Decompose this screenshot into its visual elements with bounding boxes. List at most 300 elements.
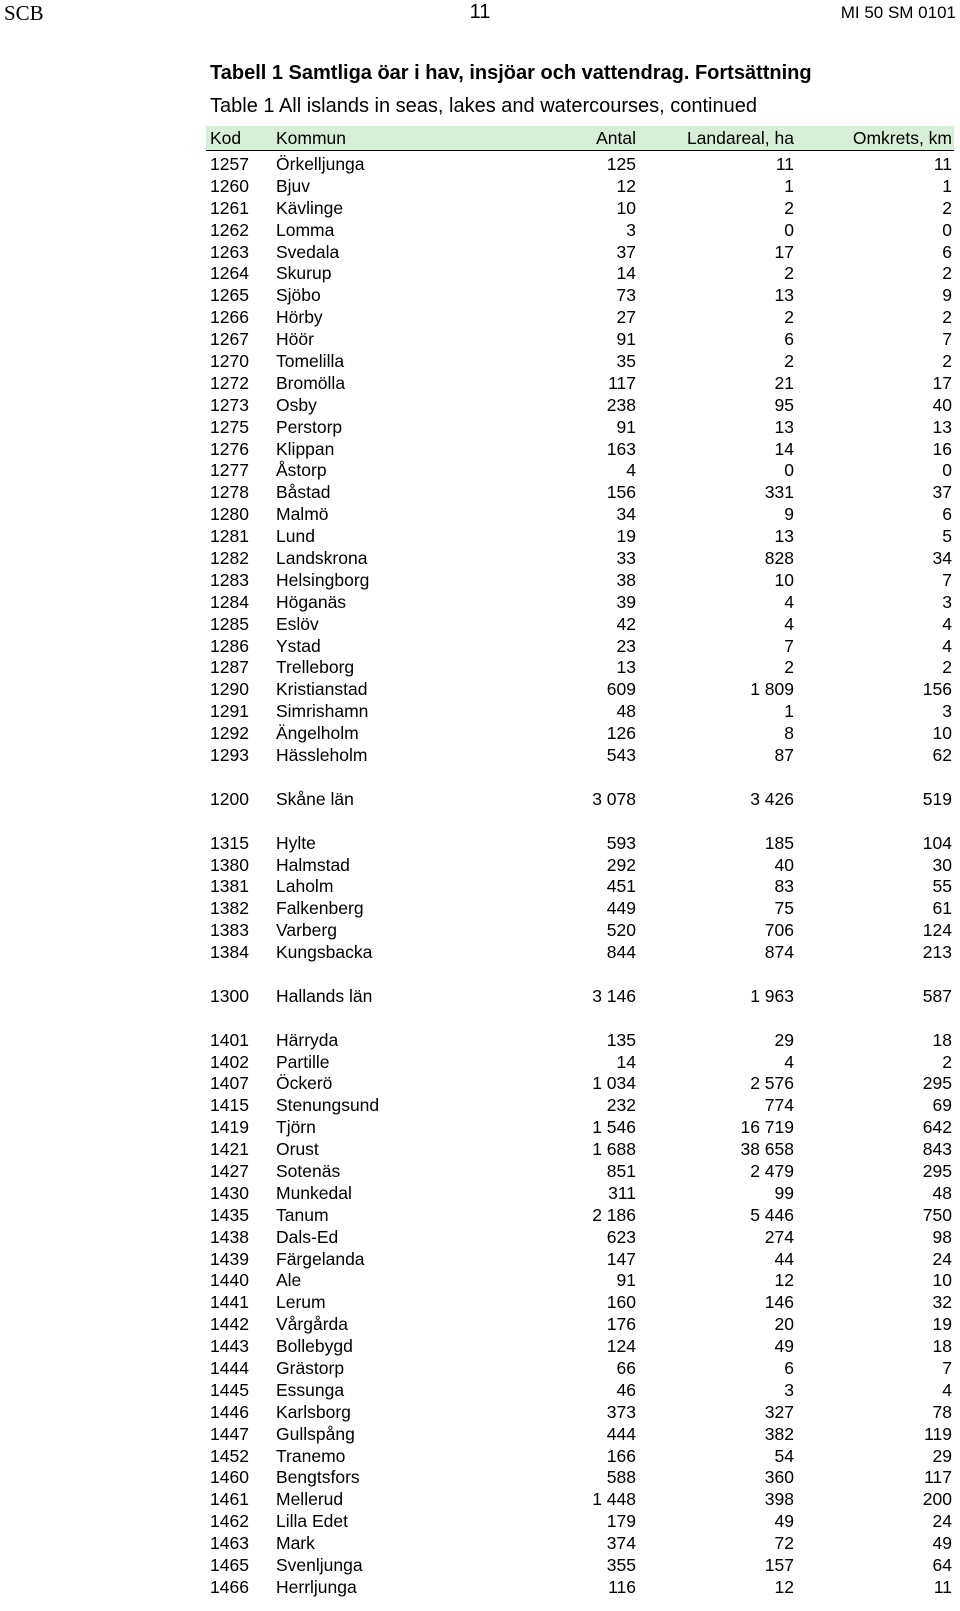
cell-omkrets: 78: [932, 1401, 952, 1422]
cell-kod: 1466: [210, 1576, 249, 1597]
cell-kommun: Orust: [276, 1139, 319, 1160]
column-header-kommun: Kommun: [276, 128, 347, 148]
cell-antal: 1 448: [592, 1489, 636, 1510]
cell-kommun: Bjuv: [276, 175, 311, 196]
publisher-label: SCB: [4, 1, 44, 25]
cell-kommun: Laholm: [276, 876, 334, 897]
table-row: [206, 1424, 954, 1446]
cell-omkrets: 30: [932, 854, 952, 875]
cell-antal: 3 146: [592, 985, 636, 1006]
cell-landareal: 16 719: [740, 1117, 794, 1138]
cell-kod: 1380: [210, 854, 249, 875]
cell-landareal: 4: [784, 591, 794, 612]
cell-omkrets: 4: [942, 635, 952, 656]
cell-landareal: 274: [764, 1226, 794, 1247]
cell-kod: 1463: [210, 1533, 249, 1554]
table-row: [206, 1533, 954, 1555]
cell-landareal: 6: [784, 1357, 794, 1378]
cell-kod: 1444: [210, 1357, 249, 1378]
cell-antal: 66: [616, 1357, 636, 1378]
table-row: [206, 723, 954, 745]
cell-kommun: Skurup: [276, 263, 332, 284]
cell-kod: 1262: [210, 219, 249, 240]
cell-kommun: Stenungsund: [276, 1095, 380, 1116]
cell-antal: 38: [616, 569, 636, 590]
cell-kommun: Hallands län: [276, 985, 373, 1006]
cell-kommun: Klippan: [276, 438, 335, 459]
cell-landareal: 83: [774, 876, 794, 897]
cell-kod: 1278: [210, 482, 249, 503]
table-title-swedish: Tabell 1 Samtliga öar i hav, insjöar och vattendrag. Fortsättning: [210, 62, 812, 84]
table-row: [206, 395, 954, 417]
table-row: [206, 592, 954, 614]
cell-omkrets: 119: [924, 1423, 952, 1444]
table-row: [206, 285, 954, 307]
cell-omkrets: 7: [942, 1357, 952, 1378]
cell-omkrets: 2: [942, 197, 952, 218]
column-header-kod: Kod: [210, 128, 242, 148]
cell-omkrets: 295: [922, 1073, 952, 1094]
cell-landareal: 14: [774, 438, 794, 459]
cell-omkrets: 61: [932, 898, 952, 919]
cell-kod: 1265: [210, 285, 249, 306]
cell-kommun: Mellerud: [276, 1489, 344, 1510]
cell-omkrets: 19: [932, 1314, 952, 1335]
cell-kod: 1260: [210, 175, 249, 196]
cell-antal: 1 034: [592, 1073, 636, 1094]
cell-kod: 1438: [210, 1226, 249, 1247]
cell-antal: 91: [616, 1270, 636, 1291]
cell-landareal: 157: [764, 1555, 794, 1575]
cell-kommun: Höör: [276, 329, 314, 350]
cell-antal: 1 546: [592, 1117, 636, 1138]
cell-antal: 10: [616, 197, 636, 218]
cell-kod: 1460: [210, 1467, 249, 1488]
table-row: [206, 701, 954, 723]
table-row: [206, 526, 954, 548]
cell-kommun: Härryda: [276, 1029, 339, 1050]
table-row: [206, 548, 954, 570]
cell-antal: 449: [606, 898, 636, 919]
cell-landareal: 4: [784, 613, 794, 634]
cell-landareal: 7: [784, 635, 794, 656]
cell-landareal: 20: [774, 1314, 794, 1335]
table-row: [206, 898, 954, 920]
table-row: [206, 460, 954, 482]
cell-omkrets: 49: [932, 1533, 952, 1554]
column-header-omkrets: Omkrets, km: [852, 128, 952, 148]
cell-kommun: Simrishamn: [276, 701, 369, 722]
cell-kod: 1291: [210, 701, 249, 722]
table-row: [206, 679, 954, 701]
cell-landareal: 1: [784, 701, 794, 722]
cell-antal: 2 186: [592, 1204, 636, 1225]
cell-landareal: 11: [775, 154, 794, 174]
cell-landareal: 99: [774, 1182, 794, 1203]
cell-antal: 48: [616, 701, 636, 722]
table-row: [206, 504, 954, 526]
cell-kod: 1285: [210, 613, 249, 634]
cell-antal: 46: [616, 1379, 636, 1400]
cell-kod: 1462: [210, 1511, 249, 1532]
cell-kommun: Halmstad: [276, 854, 350, 875]
cell-omkrets: 843: [922, 1139, 952, 1160]
cell-kommun: Sjöbo: [276, 285, 321, 306]
table-row: [206, 833, 954, 855]
cell-landareal: 3: [784, 1379, 794, 1400]
table-row: [206, 920, 954, 942]
cell-omkrets: 98: [932, 1226, 952, 1247]
cell-antal: 14: [616, 1051, 636, 1072]
cell-antal: 851: [606, 1160, 636, 1181]
cell-kod: 1281: [210, 526, 249, 547]
cell-kod: 1435: [210, 1204, 249, 1225]
cell-omkrets: 6: [942, 241, 952, 262]
column-header-landareal: Landareal, ha: [686, 128, 794, 148]
cell-antal: 160: [606, 1292, 636, 1313]
cell-kod: 1293: [210, 745, 249, 766]
table-row: [206, 329, 954, 351]
cell-antal: 35: [616, 351, 636, 372]
cell-antal: 1 688: [592, 1139, 636, 1160]
cell-kommun: Eslöv: [276, 613, 319, 634]
cell-landareal: 2: [784, 263, 794, 284]
table-row: [206, 439, 954, 461]
cell-kod: 1407: [210, 1073, 249, 1094]
cell-landareal: 72: [774, 1533, 794, 1554]
cell-kommun: Lomma: [276, 219, 335, 240]
table-row: [206, 351, 954, 373]
cell-kod: 1276: [210, 438, 249, 459]
cell-omkrets: 2: [942, 657, 952, 678]
table-row: [206, 482, 954, 504]
cell-landareal: 5 446: [750, 1204, 794, 1225]
cell-kod: 1286: [210, 635, 249, 656]
cell-landareal: 21: [774, 372, 794, 393]
cell-omkrets: 3: [942, 591, 952, 612]
cell-antal: 91: [616, 329, 636, 350]
cell-antal: 520: [606, 920, 636, 941]
table-row: [206, 745, 954, 767]
table-row: [206, 220, 954, 242]
cell-kod: 1280: [210, 504, 249, 525]
cell-kommun: Hörby: [276, 307, 323, 328]
cell-antal: 232: [606, 1095, 636, 1116]
cell-antal: 91: [616, 416, 636, 437]
cell-kod: 1415: [210, 1095, 249, 1116]
cell-kommun: Färgelanda: [276, 1248, 365, 1269]
cell-kommun: Partille: [276, 1051, 330, 1072]
cell-omkrets: 0: [942, 460, 952, 481]
cell-omkrets: 1: [942, 175, 952, 196]
cell-antal: 37: [616, 241, 636, 262]
cell-landareal: 13: [774, 285, 794, 306]
table-title-english: Table 1 All islands in seas, lakes and watercourses, continued: [210, 95, 757, 117]
cell-kod: 1282: [210, 548, 249, 569]
cell-antal: 13: [616, 657, 636, 678]
cell-kommun: Tomelilla: [276, 351, 345, 372]
cell-kommun: Kristianstad: [276, 679, 368, 700]
cell-antal: 12: [616, 175, 636, 196]
table-row: [206, 1402, 954, 1424]
table-row: [206, 1227, 954, 1249]
column-header-antal: Antal: [596, 128, 636, 148]
cell-kommun: Helsingborg: [276, 569, 370, 590]
cell-landareal: 874: [764, 942, 794, 963]
cell-kod: 1277: [210, 460, 249, 481]
cell-landareal: 12: [774, 1576, 794, 1597]
cell-landareal: 1: [784, 175, 794, 196]
cell-kod: 1300: [210, 985, 249, 1006]
cell-omkrets: 587: [922, 985, 952, 1006]
cell-omkrets: 55: [932, 876, 952, 897]
cell-omkrets: 3: [942, 701, 952, 722]
cell-kod: 1284: [210, 591, 249, 612]
cell-kod: 1419: [210, 1117, 249, 1138]
cell-omkrets: 750: [922, 1204, 952, 1225]
cell-landareal: 49: [774, 1336, 794, 1357]
cell-landareal: 2: [784, 657, 794, 678]
table-row: [206, 1446, 954, 1468]
table-body: [206, 154, 954, 1599]
cell-omkrets: 37: [932, 482, 952, 503]
cell-omkrets: 104: [922, 832, 952, 853]
cell-antal: 126: [606, 723, 636, 744]
cell-omkrets: 7: [942, 329, 952, 350]
cell-kommun: Tjörn: [276, 1117, 316, 1138]
table-row: [206, 1292, 954, 1314]
cell-kod: 1272: [210, 372, 249, 393]
cell-antal: 3: [626, 219, 636, 240]
cell-omkrets: 10: [932, 723, 952, 744]
cell-landareal: 12: [774, 1270, 794, 1291]
cell-kod: 1442: [210, 1314, 249, 1335]
table-row: [206, 876, 954, 898]
cell-kod: 1443: [210, 1336, 249, 1357]
cell-antal: 4: [626, 460, 636, 481]
cell-landareal: 331: [764, 482, 794, 503]
cell-antal: 163: [606, 438, 636, 459]
cell-antal: 179: [606, 1511, 636, 1532]
cell-omkrets: 24: [932, 1248, 952, 1269]
cell-antal: 117: [608, 372, 636, 393]
table-header-row: [206, 126, 954, 151]
cell-omkrets: 40: [932, 394, 952, 415]
cell-omkrets: 519: [922, 788, 952, 809]
cell-kommun: Hässleholm: [276, 745, 368, 766]
cell-landareal: 185: [764, 832, 794, 853]
cell-omkrets: 213: [922, 942, 952, 963]
cell-kod: 1382: [210, 898, 249, 919]
cell-landareal: 17: [774, 241, 794, 262]
cell-kommun: Lilla Edet: [276, 1511, 348, 1532]
cell-omkrets: 11: [933, 154, 952, 174]
cell-kod: 1441: [210, 1292, 249, 1313]
table-row: [206, 1511, 954, 1533]
table-row: [206, 1270, 954, 1292]
table-row: [206, 855, 954, 877]
cell-kommun: Essunga: [276, 1379, 345, 1400]
cell-kod: 1273: [210, 394, 249, 415]
cell-antal: 14: [616, 263, 636, 284]
cell-antal: 238: [606, 394, 636, 415]
table-row: [206, 417, 954, 439]
cell-kommun: Varberg: [276, 920, 337, 941]
cell-kommun: Malmö: [276, 504, 329, 525]
cell-antal: 27: [616, 307, 636, 328]
cell-omkrets: 7: [942, 569, 952, 590]
cell-kod: 1292: [210, 723, 249, 744]
cell-landareal: 774: [764, 1095, 794, 1116]
cell-antal: 125: [606, 154, 636, 174]
cell-kommun: Kävlinge: [276, 197, 344, 218]
cell-kod: 1266: [210, 307, 249, 328]
cell-kommun: Svedala: [276, 241, 340, 262]
cell-antal: 844: [606, 942, 636, 963]
cell-omkrets: 29: [932, 1445, 952, 1466]
cell-omkrets: 4: [942, 613, 952, 634]
cell-antal: 311: [608, 1182, 636, 1203]
cell-landareal: 828: [764, 548, 794, 569]
cell-antal: 34: [616, 504, 636, 525]
cell-omkrets: 69: [932, 1095, 952, 1116]
table-row: [206, 1161, 954, 1183]
cell-kommun: Dals-Ed: [276, 1226, 339, 1247]
cell-omkrets: 4: [942, 1379, 952, 1400]
cell-antal: 623: [606, 1226, 636, 1247]
cell-kod: 1264: [210, 263, 249, 284]
cell-kod: 1461: [210, 1489, 249, 1510]
cell-kommun: Osby: [276, 394, 317, 415]
cell-antal: 374: [606, 1533, 636, 1554]
cell-landareal: 2: [784, 351, 794, 372]
cell-antal: 33: [616, 548, 636, 569]
cell-kommun: Ängelholm: [276, 723, 359, 744]
table-row: [206, 1117, 954, 1139]
cell-kod: 1263: [210, 241, 249, 262]
cell-omkrets: 17: [932, 372, 952, 393]
cell-kommun: Tranemo: [276, 1445, 346, 1466]
cell-landareal: 327: [764, 1401, 794, 1422]
cell-antal: 543: [606, 745, 636, 766]
table-row: [206, 1095, 954, 1117]
table-row: [206, 1073, 954, 1095]
cell-landareal: 2 576: [750, 1073, 794, 1094]
cell-kommun: Båstad: [276, 482, 331, 503]
table-row: [206, 1205, 954, 1227]
cell-landareal: 1 963: [750, 985, 794, 1006]
table-row: [206, 1358, 954, 1380]
cell-antal: 156: [606, 482, 636, 503]
cell-omkrets: 18: [932, 1029, 952, 1050]
cell-kod: 1383: [210, 920, 249, 941]
cell-landareal: 44: [774, 1248, 794, 1269]
cell-kommun: Skåne län: [276, 788, 354, 809]
cell-omkrets: 18: [932, 1336, 952, 1357]
cell-omkrets: 34: [932, 548, 952, 569]
cell-kommun: Gullspång: [276, 1423, 355, 1444]
cell-landareal: 40: [774, 854, 794, 875]
cell-kod: 1465: [210, 1555, 249, 1575]
cell-kommun: Örkelljunga: [276, 154, 365, 174]
cell-antal: 3 078: [592, 788, 636, 809]
cell-kommun: Ale: [276, 1270, 302, 1291]
table-row: [206, 1380, 954, 1402]
cell-kommun: Lund: [276, 526, 315, 547]
cell-omkrets: 200: [922, 1489, 952, 1510]
cell-landareal: 1 809: [750, 679, 794, 700]
cell-antal: 373: [606, 1401, 636, 1422]
cell-kod: 1257: [210, 154, 249, 174]
cell-landareal: 146: [764, 1292, 794, 1313]
table-row: [206, 1183, 954, 1205]
cell-kod: 1283: [210, 569, 249, 590]
cell-kommun: Herrljunga: [276, 1576, 357, 1597]
table-row: [206, 657, 954, 679]
cell-kod: 1421: [210, 1139, 249, 1160]
cell-omkrets: 2: [942, 307, 952, 328]
cell-kommun: Bollebygd: [276, 1336, 353, 1357]
cell-landareal: 706: [764, 920, 794, 941]
cell-antal: 135: [606, 1029, 636, 1050]
cell-kod: 1290: [210, 679, 249, 700]
cell-antal: 593: [606, 832, 636, 853]
cell-kod: 1287: [210, 657, 249, 678]
cell-kommun: Karlsborg: [276, 1401, 351, 1422]
page-number: 11: [469, 1, 491, 23]
cell-kod: 1270: [210, 351, 249, 372]
cell-landareal: 9: [784, 504, 794, 525]
cell-kommun: Ystad: [276, 635, 321, 656]
cell-omkrets: 642: [922, 1117, 952, 1138]
cell-landareal: 95: [774, 394, 794, 415]
cell-antal: 176: [606, 1314, 636, 1335]
cell-omkrets: 16: [932, 438, 952, 459]
cell-landareal: 10: [774, 569, 794, 590]
table-row: [206, 942, 954, 964]
cell-kod: 1427: [210, 1160, 249, 1181]
cell-kommun: Öckerö: [276, 1073, 333, 1094]
cell-kod: 1261: [210, 197, 249, 218]
table-row: [206, 636, 954, 658]
cell-omkrets: 48: [932, 1182, 952, 1203]
table-row: [206, 263, 954, 285]
table-row: [206, 307, 954, 329]
table-row: [206, 1314, 954, 1336]
cell-omkrets: 9: [942, 285, 952, 306]
cell-kod: 1447: [210, 1423, 249, 1444]
cell-kod: 1275: [210, 416, 249, 437]
table-total-row: [206, 789, 954, 811]
cell-omkrets: 117: [924, 1467, 952, 1488]
cell-landareal: 13: [774, 526, 794, 547]
cell-kod: 1440: [210, 1270, 249, 1291]
cell-kommun: Perstorp: [276, 416, 343, 437]
cell-landareal: 2: [784, 307, 794, 328]
cell-kod: 1439: [210, 1248, 249, 1269]
cell-landareal: 360: [764, 1467, 794, 1488]
cell-landareal: 87: [774, 745, 794, 766]
cell-landareal: 13: [774, 416, 794, 437]
cell-landareal: 2 479: [750, 1160, 794, 1181]
table-row: [206, 1052, 954, 1074]
cell-kommun: Bengtsfors: [276, 1467, 360, 1488]
cell-kommun: Grästorp: [276, 1357, 345, 1378]
cell-kommun: Mark: [276, 1533, 315, 1554]
cell-kommun: Falkenberg: [276, 898, 364, 919]
table-row: [206, 176, 954, 198]
cell-antal: 292: [606, 854, 636, 875]
